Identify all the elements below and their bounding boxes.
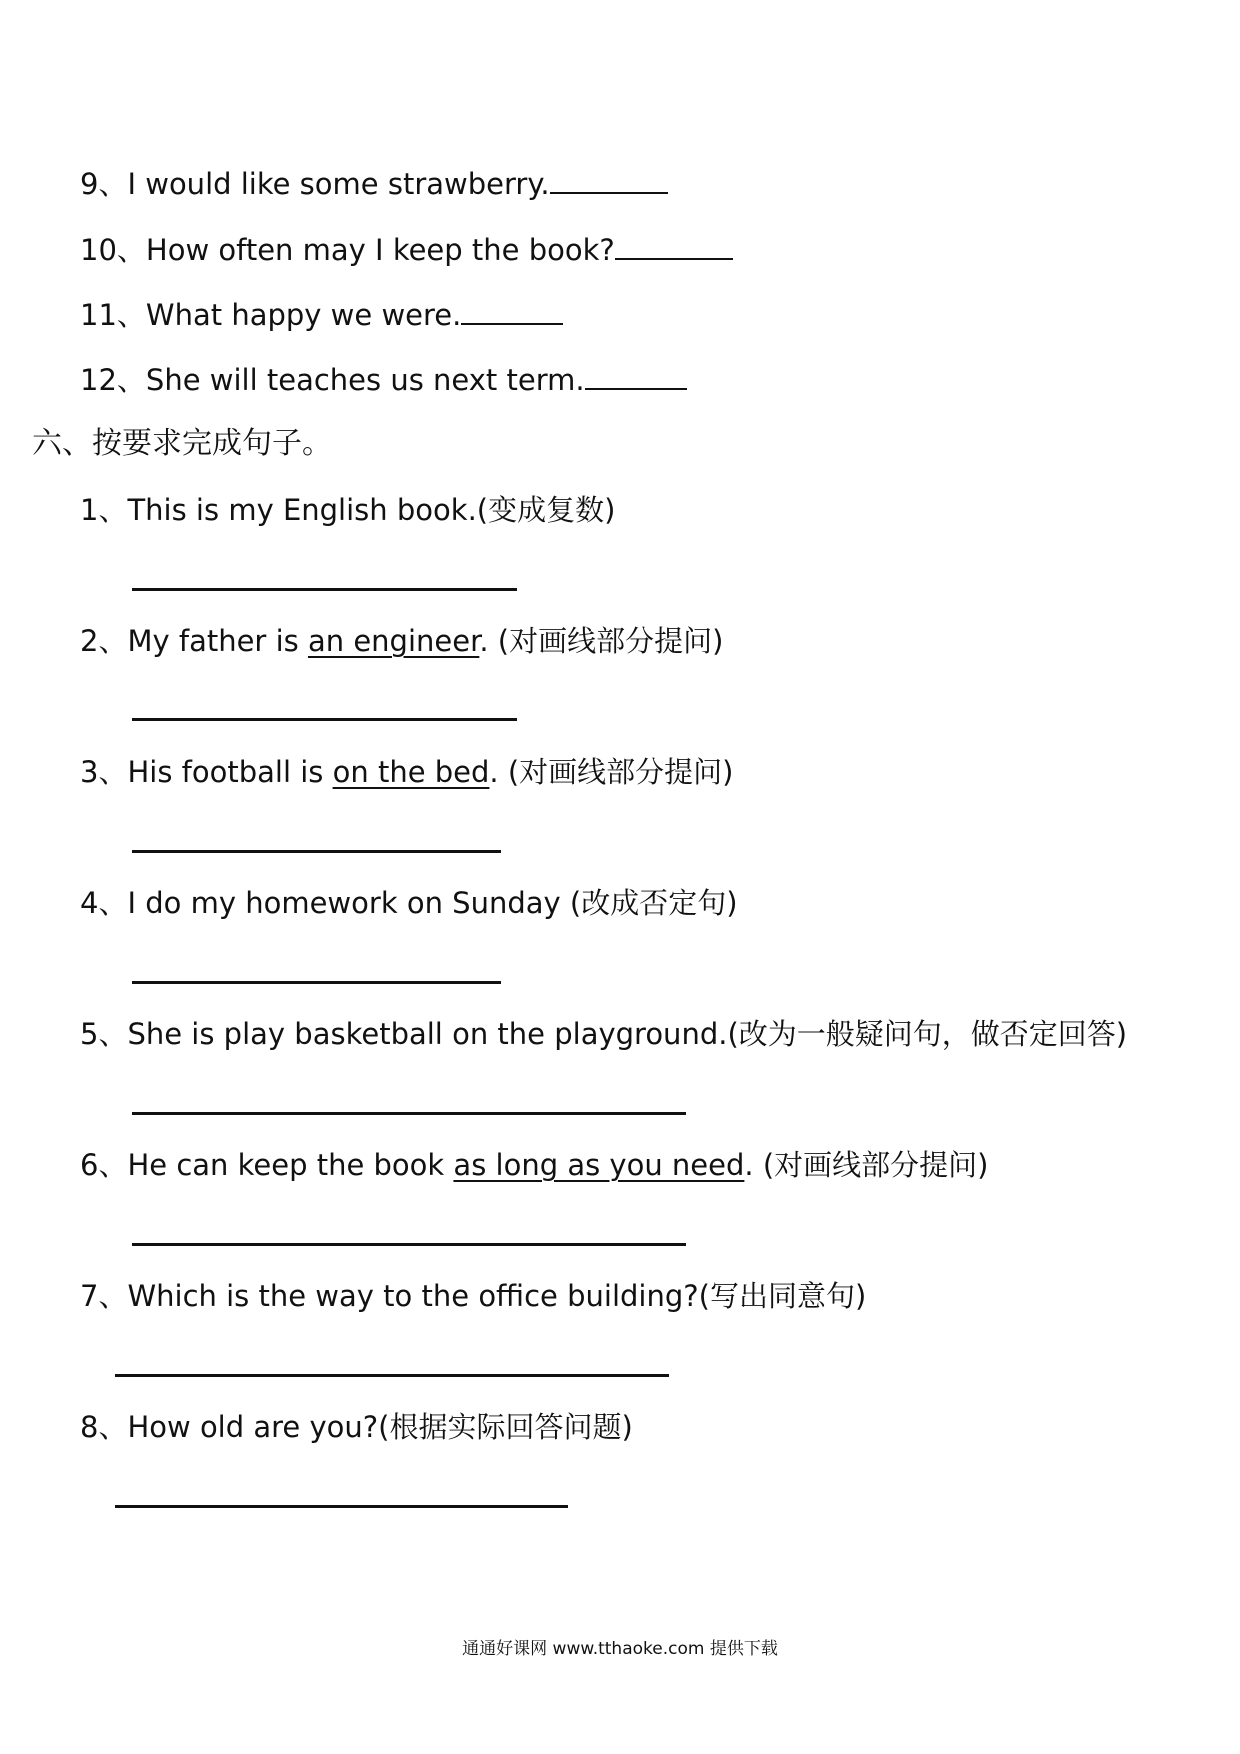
item-text: How old are you? xyxy=(127,1410,379,1444)
underlined-phrase: an engineer xyxy=(307,624,480,658)
item-number: 2、 xyxy=(80,624,128,658)
item-number: 12、 xyxy=(80,363,146,397)
item-number: 5、 xyxy=(80,1017,128,1051)
answer-line[interactable] xyxy=(132,1243,686,1246)
exercise-item-11 xyxy=(80,297,563,333)
item-text: She is play basketball on the playground. xyxy=(127,1017,728,1051)
item-number: 1、 xyxy=(80,493,128,527)
answer-line[interactable] xyxy=(115,1374,669,1377)
answer-blank[interactable] xyxy=(615,232,733,260)
item-text: I would like some strawberry. xyxy=(127,167,550,201)
exercise-item-9 xyxy=(80,166,668,202)
exercise-item-5 xyxy=(80,1016,1127,1052)
item-number: 4、 xyxy=(80,886,128,920)
item-number: 3、 xyxy=(80,755,128,789)
item-text: My father is xyxy=(127,624,308,658)
item-text-end: . xyxy=(744,1148,763,1182)
instruction: (对画线部分提问) xyxy=(762,1148,989,1182)
exercise-item-6 xyxy=(80,1147,988,1183)
item-number: 8、 xyxy=(80,1410,128,1444)
item-text: This is my English book. xyxy=(127,493,477,527)
item-text: How often may I keep the book? xyxy=(145,233,615,267)
item-text-end: . xyxy=(489,755,508,789)
page-footer: 通通好课网 www.tthaoke.com 提供下载 xyxy=(462,1639,778,1659)
item-text: He can keep the book xyxy=(127,1148,454,1182)
exercise-item-7 xyxy=(80,1278,866,1314)
exercise-item-3 xyxy=(80,754,734,790)
instruction: (写出同意句) xyxy=(698,1279,867,1313)
item-number: 6、 xyxy=(80,1148,128,1182)
item-text: Which is the way to the office building? xyxy=(127,1279,699,1313)
item-number: 10、 xyxy=(80,233,146,267)
answer-blank[interactable] xyxy=(461,297,563,325)
item-text: She will teaches us next term. xyxy=(145,363,585,397)
exercise-item-12 xyxy=(80,362,687,398)
exercise-item-1 xyxy=(80,492,615,528)
instruction: (改成否定句) xyxy=(569,886,738,920)
exercise-item-8 xyxy=(80,1409,633,1445)
item-text-end: . xyxy=(479,624,498,658)
answer-line[interactable] xyxy=(132,850,501,853)
item-text: I do my homework on Sunday xyxy=(127,886,570,920)
underlined-phrase: on the bed xyxy=(332,755,490,789)
item-text: What happy we were. xyxy=(145,298,462,332)
section-heading: 六、按要求完成句子。 xyxy=(32,426,332,461)
instruction: (改为一般疑问句，做否定回答) xyxy=(727,1017,1128,1051)
instruction: (对画线部分提问) xyxy=(497,624,724,658)
answer-line[interactable] xyxy=(132,588,517,591)
instruction: (变成复数) xyxy=(476,493,616,527)
answer-line[interactable] xyxy=(115,1505,568,1508)
exercise-item-2 xyxy=(80,623,723,659)
exercise-item-4 xyxy=(80,885,738,921)
answer-line[interactable] xyxy=(132,1112,686,1115)
item-text: His football is xyxy=(127,755,333,789)
item-number: 7、 xyxy=(80,1279,128,1313)
answer-line[interactable] xyxy=(132,718,517,721)
instruction: (对画线部分提问) xyxy=(507,755,734,789)
underlined-phrase: as long as you need xyxy=(453,1148,745,1182)
item-number: 9、 xyxy=(80,167,128,201)
answer-line[interactable] xyxy=(132,981,501,984)
exercise-item-10 xyxy=(80,232,733,268)
item-number: 11、 xyxy=(80,298,146,332)
answer-blank[interactable] xyxy=(550,166,668,194)
answer-blank[interactable] xyxy=(585,362,687,390)
instruction: (根据实际回答问题) xyxy=(378,1410,633,1444)
